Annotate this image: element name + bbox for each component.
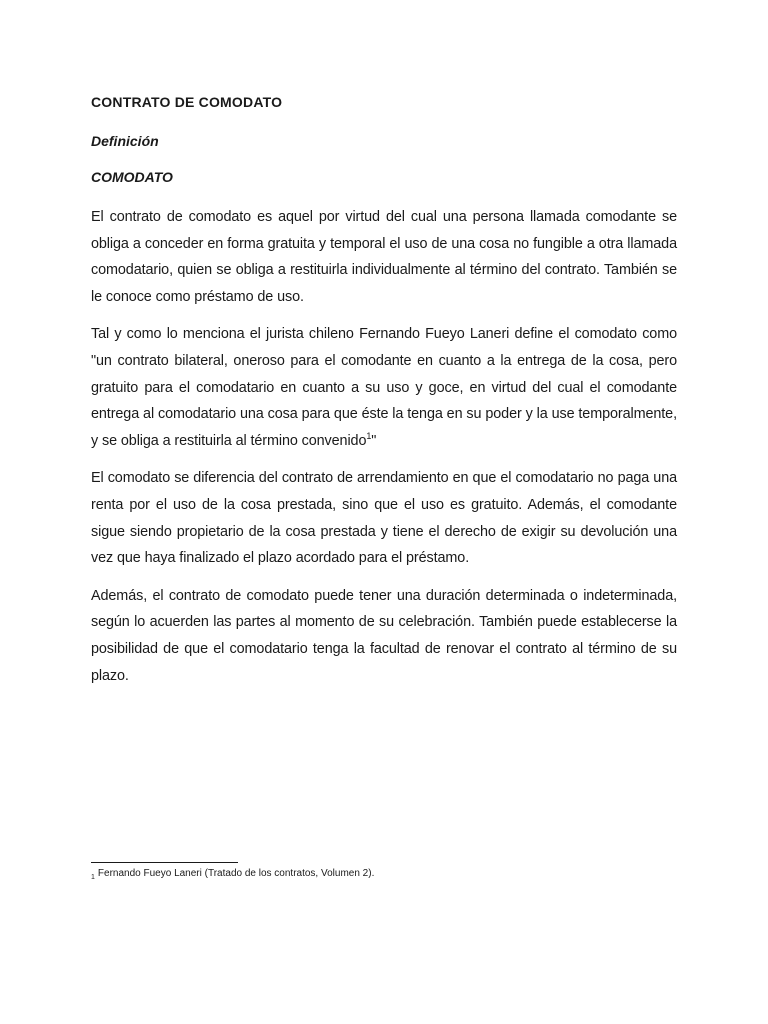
footnote-reference[interactable]: 1: [366, 430, 372, 441]
document-body: [91, 93, 677, 700]
document-title: CONTRATO DE COMODATO: [91, 94, 283, 110]
section-heading: Definición: [91, 133, 159, 149]
paragraph-2: [91, 321, 677, 454]
quote-close: ": [371, 432, 377, 449]
paragraph-4: Además, el contrato de comodato puede tener una duración determinada o indeterminada, según lo acuerden las partes al momento de su celebración. También puede establecerse la posibilidad de que el comodatario tenga la facultad de renovar el contrato al término de su plazo.: [91, 587, 677, 684]
paragraph-1: El contrato de comodato es aquel por virtud del cual una persona llamada comodante se obliga a conceder en forma gratuita y temporal el uso de una cosa no fungible a otra llamada comodatario, quien se obliga a restituirla individualmente al término del contrato. También se le conoce como préstamo de uso.: [91, 209, 677, 305]
paragraph-2-text: Tal y como lo menciona el jurista chileno Fernando Fueyo Laneri define el comodato como "un contrato bilateral, oneroso para el comodante en cuanto a la entrega de la cosa, pero gratuito para el comodatario en cuanto a su uso y goce, en virtud del cual el comodante entrega al comodatario una cosa para que éste la tenga en su poder y la use temporalmente, y se obliga a restituirla al término convenido: [91, 326, 677, 449]
paragraph-3: El comodato se diferencia del contrato de arrendamiento en que el comodatario no paga una renta por el uso de la cosa prestada, sino que el uso es gratuito. Además, el comodante sigue siendo propietario de la cosa prestada y tiene el derecho de exigir su devolución una vez que haya finalizado el plazo acordado para el préstamo.: [91, 470, 677, 567]
footnote: [91, 867, 677, 885]
subheading: COMODATO: [91, 169, 173, 185]
footnote-mark: 1: [91, 874, 95, 881]
footnote-text: Fernando Fueyo Laneri (Tratado de los contratos, Volumen 2).: [97, 868, 375, 879]
footnote-separator: [91, 862, 238, 863]
